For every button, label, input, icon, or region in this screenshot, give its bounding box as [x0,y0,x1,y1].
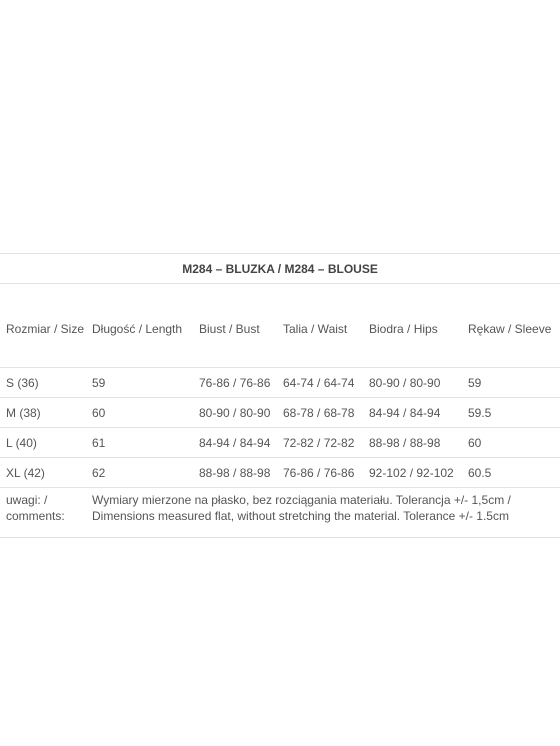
table-row [0,398,560,428]
header-size: Rozmiar / Size [0,284,86,368]
cell-bust: 84-94 / 84-94 [193,428,277,458]
cell-size: M (38) [0,398,86,428]
cell-waist: 64-74 / 64-74 [277,368,363,398]
cell-bust: 88-98 / 88-98 [193,458,277,488]
cell-bust: 76-86 / 76-86 [193,368,277,398]
comment-row [0,488,560,538]
cell-sleeve: 59.5 [462,398,560,428]
cell-hips: 88-98 / 88-98 [363,428,462,458]
cell-sleeve: 60.5 [462,458,560,488]
table-title-row [0,254,560,284]
cell-hips: 92-102 / 92-102 [363,458,462,488]
comment-label: uwagi: / comments: [0,488,86,538]
cell-waist: 72-82 / 72-82 [277,428,363,458]
header-length: Długość / Length [86,284,193,368]
cell-sleeve: 59 [462,368,560,398]
table-row [0,368,560,398]
table-header-row [0,284,560,368]
cell-length: 59 [86,368,193,398]
header-bust: Biust / Bust [193,284,277,368]
cell-size: XL (42) [0,458,86,488]
cell-sleeve: 60 [462,428,560,458]
cell-hips: 80-90 / 80-90 [363,368,462,398]
table-title: M284 – BLUZKA / M284 – BLOUSE [0,254,560,284]
cell-waist: 68-78 / 68-78 [277,398,363,428]
size-chart-table [0,253,560,538]
table-row [0,458,560,488]
cell-size: S (36) [0,368,86,398]
cell-bust: 80-90 / 80-90 [193,398,277,428]
cell-length: 62 [86,458,193,488]
cell-length: 60 [86,398,193,428]
header-hips: Biodra / Hips [363,284,462,368]
cell-size: L (40) [0,428,86,458]
cell-length: 61 [86,428,193,458]
header-sleeve: Rękaw / Sleeve [462,284,560,368]
cell-waist: 76-86 / 76-86 [277,458,363,488]
cell-hips: 84-94 / 84-94 [363,398,462,428]
comment-text: Wymiary mierzone na płasko, bez rozciągania materiału. Tolerancja +/- 1,5cm / Dimensions measured flat, without stretching the material. Tolerance +/- 1.5cm [86,488,560,538]
table-row [0,428,560,458]
header-waist: Talia / Waist [277,284,363,368]
